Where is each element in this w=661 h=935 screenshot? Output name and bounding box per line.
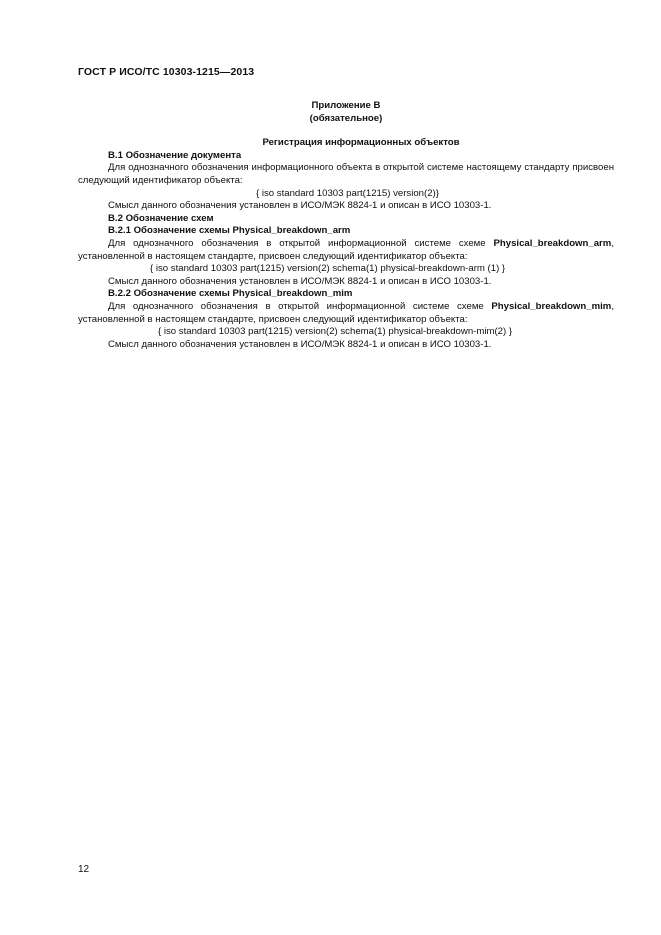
section-b22-meaning: Смысл данного обозначения установлен в ИСО/МЭК 8824-1 и описан в ИСО 10303-1. — [108, 338, 492, 350]
appendix-heading: Регистрация информационных объектов — [262, 137, 460, 149]
appendix-status: (обязательное) — [309, 112, 383, 124]
spacer — [78, 125, 614, 137]
document-body — [78, 100, 614, 351]
section-b21-schema: Physical_breakdown_arm — [493, 237, 612, 249]
section-b22-schema: Physical_breakdown_mim — [491, 300, 612, 312]
section-b21-identifier: { iso standard 10303 part(1215) version(2) schema(1) physical-breakdown-arm (1) } — [150, 263, 506, 275]
section-b22-identifier: { iso standard 10303 part(1215) version(2) schema(1) physical-breakdown-mim(2) } — [158, 326, 513, 338]
section-b22-text-before: Для однозначного обозначения в открытой информационной системе схеме — [108, 300, 492, 312]
page-number: 12 — [78, 864, 90, 875]
section-b2-heading: В.2 Обозначение схем — [108, 212, 214, 224]
section-b22-text-after: , установленной в настоящем стандарте, присвоен следующий идентификатор объекта: — [78, 300, 614, 325]
section-b1-text: Для однозначного обозначения информационного объекта в открытой системе настоящему стандарту присвоен следующий идентификатор объекта: — [78, 162, 614, 186]
section-b21-text-before: Для однозначного обозначения в открытой информационной системе схеме — [108, 237, 494, 249]
appendix-title: Приложение В — [311, 100, 381, 111]
section-b21-text-after: , установленной в настоящем стандарте, присвоен следующий идентификатор объекта: — [78, 237, 614, 262]
section-b21-text — [78, 238, 614, 263]
standard-designation: ГОСТ Р ИСО/ТС 10303-1215—2013 — [78, 66, 255, 78]
section-b1-heading: В.1 Обозначение документа — [108, 149, 242, 161]
section-b1-identifier: { iso standard 10303 part(1215) version(2)} — [256, 187, 439, 199]
section-b22-text — [78, 301, 614, 326]
section-b22-heading: В.2.2 Обозначение схемы Physical_breakdown_mim — [108, 288, 353, 300]
section-b21-meaning: Смысл данного обозначения установлен в ИСО/МЭК 8824-1 и описан в ИСО 10303-1. — [108, 275, 492, 287]
section-b1-meaning: Смысл данного обозначения установлен в ИСО/МЭК 8824-1 и описан в ИСО 10303-1. — [108, 200, 492, 212]
section-b21-heading: В.2.1 Обозначение схемы Physical_breakdown_arm — [108, 225, 351, 237]
